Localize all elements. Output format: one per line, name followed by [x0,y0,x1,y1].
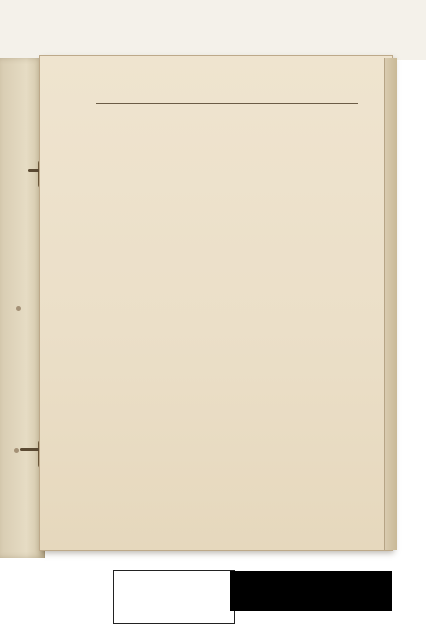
previous-page-edge [0,58,45,558]
page-stack-edge [384,58,397,550]
accession-number [230,571,392,611]
scale-pattern-top [114,571,234,603]
header-rule [96,103,358,104]
binding-hole [14,448,19,453]
binding-hole [16,306,21,311]
scale-pattern-bottom [114,603,234,623]
book-page [40,56,392,550]
color-scale-card [113,570,235,624]
background-top [0,0,426,60]
